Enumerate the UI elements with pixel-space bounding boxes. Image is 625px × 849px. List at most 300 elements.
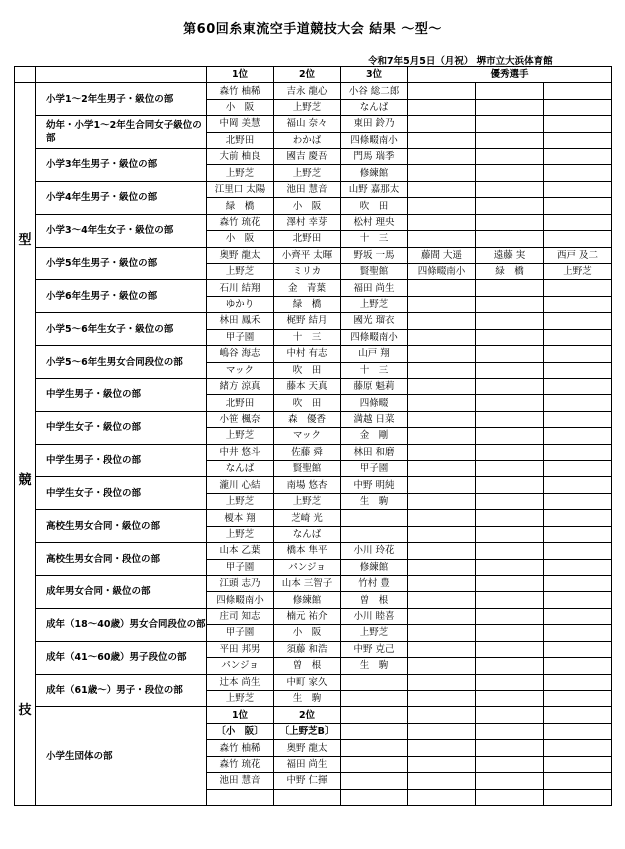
winner-club: 北野田 xyxy=(207,132,274,148)
side-label-stack xyxy=(15,83,35,805)
header-row xyxy=(15,67,612,83)
empty-cell xyxy=(544,707,612,724)
winner-name xyxy=(476,346,544,362)
side-label-column xyxy=(15,83,36,806)
winner-name xyxy=(544,214,612,230)
winner-club: マック xyxy=(274,428,341,444)
winner-name: 林田 鳳禾 xyxy=(207,313,274,329)
winner-name xyxy=(476,510,544,526)
winner-name xyxy=(476,116,544,132)
winner-name xyxy=(544,477,612,493)
winner-name xyxy=(408,181,476,197)
winner-name xyxy=(476,181,544,197)
winner-name: 森 優香 xyxy=(274,411,341,427)
winner-club: 生 駒 xyxy=(341,493,408,509)
winner-name: 梶野 結月 xyxy=(274,313,341,329)
winner-club: 北野田 xyxy=(274,231,341,247)
winner-name: 江頭 志乃 xyxy=(207,575,274,591)
winner-club: 上野芝 xyxy=(207,690,274,706)
winner-club xyxy=(408,231,476,247)
winner-name xyxy=(408,608,476,624)
event-date-venue: 令和7年5月5日（月祝） 堺市立大浜体育館 xyxy=(368,56,553,67)
header-first: 1位 xyxy=(207,67,274,83)
winner-club xyxy=(544,428,612,444)
winner-club xyxy=(408,99,476,115)
winner-name xyxy=(544,575,612,591)
winner-club: マック xyxy=(207,362,274,378)
empty-cell xyxy=(408,789,476,805)
side-label-char: 技 xyxy=(18,703,32,719)
team-second-cell: 奥野 龍太 xyxy=(274,740,341,756)
winner-name xyxy=(476,608,544,624)
winner-name: 中野 明純 xyxy=(341,477,408,493)
winner-club: 吹 田 xyxy=(274,395,341,411)
winner-club xyxy=(476,198,544,214)
winner-club xyxy=(544,493,612,509)
winner-name: 國吉 慶吾 xyxy=(274,149,341,165)
winner-name: 大前 柚良 xyxy=(207,149,274,165)
winner-club: パンジョ xyxy=(207,658,274,674)
empty-cell xyxy=(476,789,544,805)
division-name-row xyxy=(15,641,612,657)
team-first-cell xyxy=(207,789,274,805)
division-name: 中学生女子・段位の部 xyxy=(36,477,207,510)
winner-name xyxy=(476,280,544,296)
division-name-row xyxy=(15,510,612,526)
winner-club: 上野芝 xyxy=(207,428,274,444)
winner-club: 生 駒 xyxy=(341,658,408,674)
winner-club xyxy=(476,658,544,674)
winner-name: 須藤 和浩 xyxy=(274,641,341,657)
winner-name: 辻本 尚生 xyxy=(207,674,274,690)
winner-name xyxy=(408,575,476,591)
winner-name: 小川 玲花 xyxy=(341,543,408,559)
winner-name: 池田 慧音 xyxy=(274,181,341,197)
winner-name xyxy=(476,641,544,657)
team-first-cell: 〔小 阪〕 xyxy=(207,724,274,740)
empty-cell xyxy=(476,756,544,772)
side-label-char: 競 xyxy=(18,473,32,489)
winner-club xyxy=(476,592,544,608)
division-name: 成年男女合同・級位の部 xyxy=(36,575,207,608)
empty-cell xyxy=(341,707,408,724)
team-first-cell: 池田 慧音 xyxy=(207,773,274,789)
winner-name xyxy=(408,149,476,165)
winner-club xyxy=(476,428,544,444)
winner-club: 四條畷南小 xyxy=(341,132,408,148)
division-name-row xyxy=(15,280,612,296)
side-label-char: 型 xyxy=(18,233,32,249)
winner-name xyxy=(544,346,612,362)
division-name: 成年（41〜60歳）男子段位の部 xyxy=(36,641,207,674)
winner-club xyxy=(476,625,544,641)
winner-club xyxy=(476,559,544,575)
winner-club xyxy=(408,658,476,674)
winner-name: 遠藤 実 xyxy=(476,247,544,263)
winner-club xyxy=(544,132,612,148)
team-first-cell: 1位 xyxy=(207,707,274,724)
division-name-row xyxy=(15,477,612,493)
winner-name xyxy=(544,313,612,329)
winner-name xyxy=(408,641,476,657)
winner-club: ミリカ xyxy=(274,264,341,280)
winner-club xyxy=(408,625,476,641)
winner-club: 吹 田 xyxy=(341,198,408,214)
winner-name xyxy=(408,674,476,690)
winner-name xyxy=(476,214,544,230)
winner-name xyxy=(476,411,544,427)
page-title: 第60回糸東流空手道競技大会 結果 〜型〜 xyxy=(183,22,442,37)
winner-club xyxy=(544,329,612,345)
winner-club: ゆかり xyxy=(207,296,274,312)
header-third: 3位 xyxy=(341,67,408,83)
winner-name: 中野 克己 xyxy=(341,641,408,657)
winner-club xyxy=(341,526,408,542)
winner-club: 修練館 xyxy=(341,165,408,181)
winner-name xyxy=(408,477,476,493)
winner-club: なんば xyxy=(341,99,408,115)
winner-name: 庄司 知志 xyxy=(207,608,274,624)
winner-name: 森竹 柚稀 xyxy=(207,83,274,99)
empty-cell xyxy=(544,724,612,740)
division-name-row xyxy=(15,313,612,329)
team-row xyxy=(15,707,612,724)
header-second: 2位 xyxy=(274,67,341,83)
winner-club: 上野芝 xyxy=(207,264,274,280)
winner-club xyxy=(476,526,544,542)
winner-name: 瀧川 心結 xyxy=(207,477,274,493)
winner-name xyxy=(408,543,476,559)
winner-club xyxy=(408,395,476,411)
winner-name xyxy=(341,674,408,690)
empty-cell xyxy=(476,724,544,740)
winner-club: 甲子園 xyxy=(207,559,274,575)
winner-club: 甲子園 xyxy=(207,329,274,345)
winner-name: 澤村 幸芽 xyxy=(274,214,341,230)
winner-name xyxy=(476,674,544,690)
division-name: 中学生男子・段位の部 xyxy=(36,444,207,477)
division-name-row xyxy=(15,214,612,230)
winner-name xyxy=(476,313,544,329)
team-division-name: 小学生団体の部 xyxy=(36,707,207,806)
winner-name xyxy=(544,411,612,427)
team-first-cell: 森竹 琉花 xyxy=(207,756,274,772)
winner-club: 緑 橋 xyxy=(207,198,274,214)
winner-name: 嶋谷 海志 xyxy=(207,346,274,362)
winner-name: 中岡 美慧 xyxy=(207,116,274,132)
division-name-row xyxy=(15,116,612,132)
winner-name xyxy=(476,543,544,559)
winner-name: 福田 尚生 xyxy=(341,280,408,296)
winner-club xyxy=(476,99,544,115)
winner-club xyxy=(544,99,612,115)
winner-club: 上野芝 xyxy=(341,625,408,641)
empty-cell xyxy=(476,707,544,724)
winner-name xyxy=(476,378,544,394)
winner-club: 小 阪 xyxy=(274,625,341,641)
winner-name xyxy=(544,378,612,394)
winner-name xyxy=(544,149,612,165)
winner-name: 東田 鈴乃 xyxy=(341,116,408,132)
winner-name xyxy=(408,346,476,362)
winner-club: 四條畷南小 xyxy=(207,592,274,608)
empty-cell xyxy=(544,773,612,789)
winner-name: 石川 結翔 xyxy=(207,280,274,296)
division-name-row xyxy=(15,378,612,394)
winner-name: 竹村 豊 xyxy=(341,575,408,591)
winner-name: 奥野 龍太 xyxy=(207,247,274,263)
team-first-cell: 森竹 柚稀 xyxy=(207,740,274,756)
winner-club xyxy=(408,329,476,345)
winner-name: 芝崎 光 xyxy=(274,510,341,526)
winner-club xyxy=(341,690,408,706)
winner-club: 金 剛 xyxy=(341,428,408,444)
winner-club xyxy=(476,362,544,378)
winner-name xyxy=(544,510,612,526)
division-name-row xyxy=(15,247,612,263)
winner-name: 中井 悠斗 xyxy=(207,444,274,460)
winner-club: 緑 橋 xyxy=(476,264,544,280)
winner-club xyxy=(408,198,476,214)
empty-cell xyxy=(341,724,408,740)
division-name-row xyxy=(15,444,612,460)
winner-club xyxy=(544,592,612,608)
winner-club: 生 駒 xyxy=(274,690,341,706)
division-name: 小学4年生男子・級位の部 xyxy=(36,181,207,214)
division-name: 小学3年生男子・級位の部 xyxy=(36,149,207,182)
division-name: 高校生男女合同・級位の部 xyxy=(36,510,207,543)
winner-name: 森竹 琉花 xyxy=(207,214,274,230)
winner-club xyxy=(544,658,612,674)
empty-cell xyxy=(408,756,476,772)
winner-club xyxy=(408,526,476,542)
empty-cell xyxy=(341,789,408,805)
division-name-row xyxy=(15,181,612,197)
winner-club xyxy=(476,690,544,706)
division-name-row xyxy=(15,608,612,624)
winner-name xyxy=(408,280,476,296)
corner-cell xyxy=(15,67,36,83)
empty-cell xyxy=(408,773,476,789)
winner-club xyxy=(544,625,612,641)
division-name-row xyxy=(15,83,612,99)
empty-cell xyxy=(544,740,612,756)
winner-club: 賢聖館 xyxy=(341,264,408,280)
winner-club xyxy=(408,132,476,148)
division-name: 高校生男女合同・段位の部 xyxy=(36,543,207,576)
winner-name: 中村 有志 xyxy=(274,346,341,362)
division-header-cell xyxy=(36,67,207,83)
winner-name xyxy=(544,543,612,559)
winner-club xyxy=(408,362,476,378)
division-name-row xyxy=(15,346,612,362)
winner-club: 四條畷南小 xyxy=(408,264,476,280)
winner-club: 上野芝 xyxy=(341,296,408,312)
winner-club: 上野芝 xyxy=(544,264,612,280)
division-name: 小学6年生男子・級位の部 xyxy=(36,280,207,313)
winner-name: 榎本 翔 xyxy=(207,510,274,526)
winner-club xyxy=(476,132,544,148)
empty-cell xyxy=(544,756,612,772)
winner-name xyxy=(544,444,612,460)
winner-name xyxy=(476,149,544,165)
winner-club xyxy=(544,362,612,378)
winner-name xyxy=(408,510,476,526)
winner-club xyxy=(544,165,612,181)
winner-club: 小 阪 xyxy=(207,99,274,115)
winner-club xyxy=(544,461,612,477)
winner-club: 上野芝 xyxy=(274,493,341,509)
team-second-cell: 2位 xyxy=(274,707,341,724)
winner-name: 江里口 太陽 xyxy=(207,181,274,197)
winner-club xyxy=(408,461,476,477)
winner-club xyxy=(544,690,612,706)
winner-name xyxy=(408,313,476,329)
empty-cell xyxy=(408,707,476,724)
division-name: 成年（18〜40歳）男女合同段位の部 xyxy=(36,608,207,641)
winner-name xyxy=(544,181,612,197)
empty-cell xyxy=(341,773,408,789)
winner-club: 上野芝 xyxy=(207,526,274,542)
winner-name: 野坂 一馬 xyxy=(341,247,408,263)
winner-club: なんば xyxy=(274,526,341,542)
winner-name: 藤原 魁莉 xyxy=(341,378,408,394)
empty-cell xyxy=(341,740,408,756)
winner-club: 上野芝 xyxy=(274,99,341,115)
winner-club xyxy=(476,461,544,477)
division-name: 小学1〜2年生男子・級位の部 xyxy=(36,83,207,116)
winner-name xyxy=(544,280,612,296)
winner-club: 曽 根 xyxy=(274,658,341,674)
winner-name: 西戸 及二 xyxy=(544,247,612,263)
winner-club xyxy=(408,428,476,444)
winner-name: 松村 理央 xyxy=(341,214,408,230)
winner-club: 甲子園 xyxy=(207,625,274,641)
winner-name: 吉永 龍心 xyxy=(274,83,341,99)
winner-club: 北野田 xyxy=(207,395,274,411)
winner-name: 満越 日菜 xyxy=(341,411,408,427)
winner-name xyxy=(544,608,612,624)
division-name: 中学生男子・級位の部 xyxy=(36,378,207,411)
winner-club xyxy=(544,296,612,312)
winner-club: 小 阪 xyxy=(274,198,341,214)
winner-name xyxy=(544,83,612,99)
winner-club xyxy=(544,198,612,214)
winner-name xyxy=(476,477,544,493)
winner-name: 國光 瑠衣 xyxy=(341,313,408,329)
winner-club: 上野芝 xyxy=(207,493,274,509)
winner-club xyxy=(476,329,544,345)
header-excellence: 優秀選手 xyxy=(408,67,612,83)
winner-name xyxy=(408,116,476,132)
winner-name: 金 青葉 xyxy=(274,280,341,296)
winner-club: 四條畷南小 xyxy=(341,329,408,345)
winner-name xyxy=(408,83,476,99)
team-second-cell: 中野 仁揮 xyxy=(274,773,341,789)
winner-name: 南場 悠杏 xyxy=(274,477,341,493)
winner-name: 山本 三智子 xyxy=(274,575,341,591)
winner-name xyxy=(408,378,476,394)
winner-name: 林田 和磨 xyxy=(341,444,408,460)
winner-club xyxy=(476,165,544,181)
winner-club: 曽 根 xyxy=(341,592,408,608)
division-name: 小学5〜6年生男女合同段位の部 xyxy=(36,346,207,379)
winner-club xyxy=(408,296,476,312)
winner-club xyxy=(408,690,476,706)
winner-club xyxy=(544,559,612,575)
winner-club: 十 三 xyxy=(341,362,408,378)
division-name-row xyxy=(15,149,612,165)
winner-name xyxy=(476,575,544,591)
winner-club xyxy=(476,231,544,247)
winner-name: 福山 奈々 xyxy=(274,116,341,132)
division-name: 小学5年生男子・級位の部 xyxy=(36,247,207,280)
division-name-row xyxy=(15,543,612,559)
team-second-cell: 〔上野芝B〕 xyxy=(274,724,341,740)
winner-club: パンジョ xyxy=(274,559,341,575)
winner-name: 小谷 総二郎 xyxy=(341,83,408,99)
winner-club xyxy=(408,165,476,181)
winner-club: 緑 橋 xyxy=(274,296,341,312)
winner-name: 平田 邦男 xyxy=(207,641,274,657)
winner-club xyxy=(476,493,544,509)
empty-cell xyxy=(476,773,544,789)
winner-name: 小齊平 太暉 xyxy=(274,247,341,263)
winner-name xyxy=(408,214,476,230)
winner-name xyxy=(544,674,612,690)
winner-name: 山戸 翔 xyxy=(341,346,408,362)
winner-name: 中町 家久 xyxy=(274,674,341,690)
division-name-row xyxy=(15,575,612,591)
winner-name xyxy=(408,411,476,427)
team-second-cell: 福田 尚生 xyxy=(274,756,341,772)
winner-name xyxy=(341,510,408,526)
winner-name: 山本 乙葉 xyxy=(207,543,274,559)
division-name-row xyxy=(15,411,612,427)
winner-club: 賢聖館 xyxy=(274,461,341,477)
results-table xyxy=(14,66,612,806)
winner-name xyxy=(544,641,612,657)
winner-club xyxy=(476,395,544,411)
winner-club xyxy=(408,592,476,608)
division-name: 小学3〜4年生女子・級位の部 xyxy=(36,214,207,247)
winner-name: 小川 睦喜 xyxy=(341,608,408,624)
winner-club: 十 三 xyxy=(341,231,408,247)
winner-name xyxy=(408,444,476,460)
winner-club: 上野芝 xyxy=(207,165,274,181)
winner-name: 藤本 天真 xyxy=(274,378,341,394)
winner-club xyxy=(544,395,612,411)
winner-club: 修練館 xyxy=(274,592,341,608)
empty-cell xyxy=(544,789,612,805)
winner-club xyxy=(408,493,476,509)
winner-name xyxy=(476,83,544,99)
division-name: 成年（61歳〜）男子・段位の部 xyxy=(36,674,207,707)
winner-club: 上野芝 xyxy=(274,165,341,181)
winner-club xyxy=(408,559,476,575)
team-second-cell xyxy=(274,789,341,805)
division-name-row xyxy=(15,674,612,690)
winner-club xyxy=(476,296,544,312)
division-name: 幼年・小学1〜2年生合同女子級位の部 xyxy=(36,116,207,149)
winner-club xyxy=(544,526,612,542)
winner-club: 吹 田 xyxy=(274,362,341,378)
winner-club: 四條畷 xyxy=(341,395,408,411)
winner-name: 緒方 涼真 xyxy=(207,378,274,394)
empty-cell xyxy=(476,740,544,756)
winner-club: 十 三 xyxy=(274,329,341,345)
empty-cell xyxy=(408,740,476,756)
